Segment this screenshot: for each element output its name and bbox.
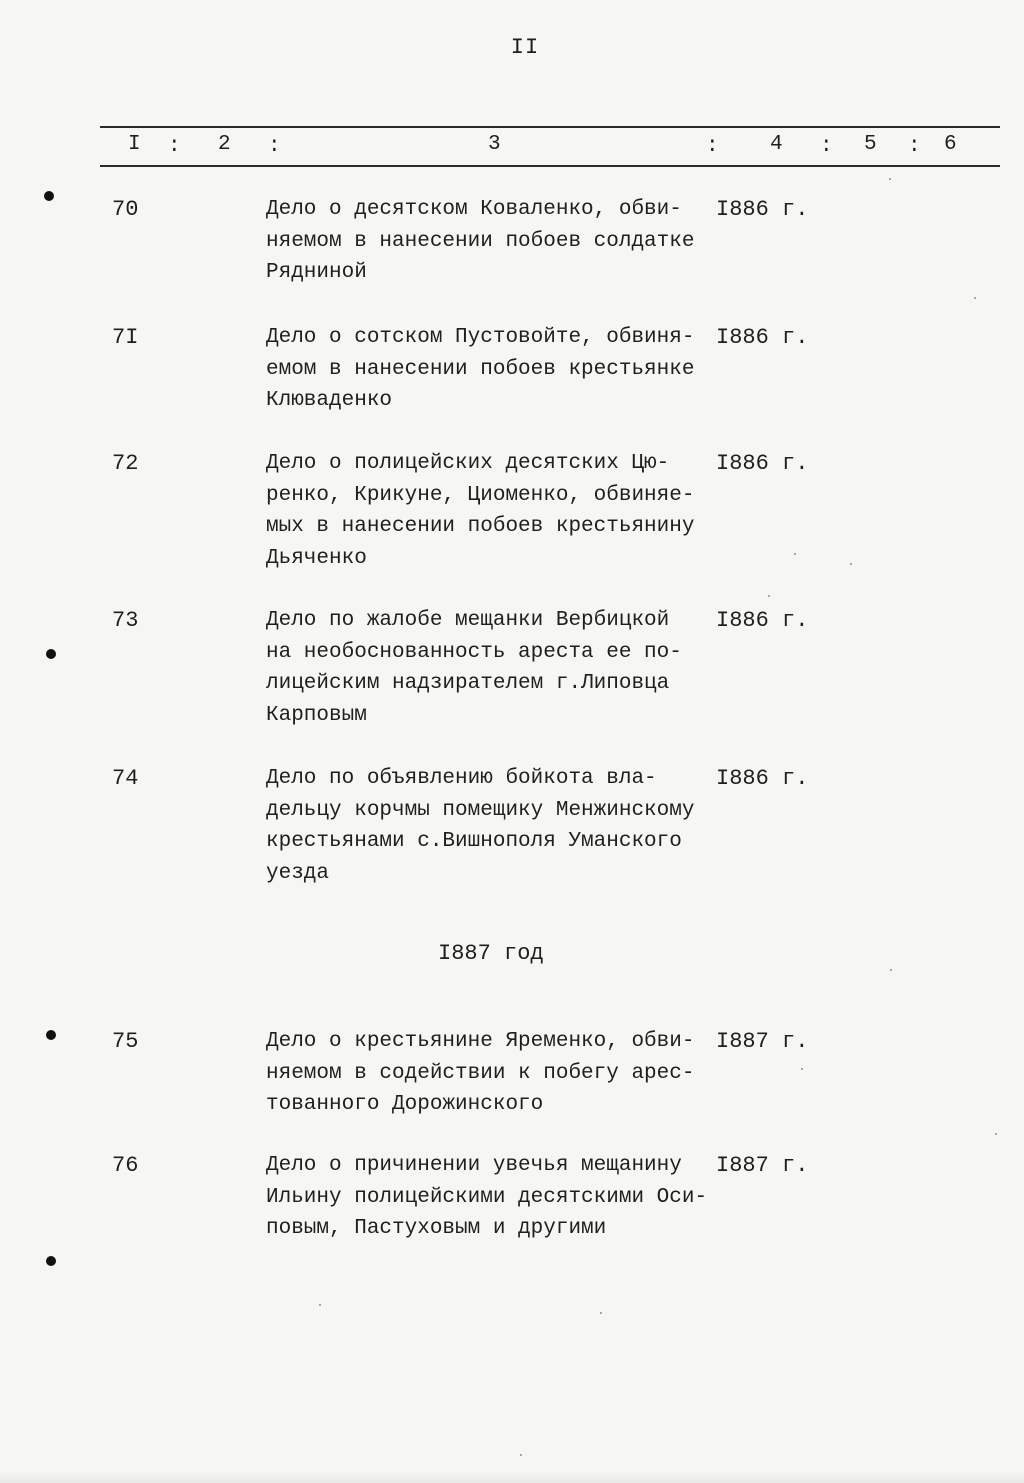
description-line: крестьянами с.Вишнополя Уманского bbox=[266, 830, 682, 853]
description-line: ренко, Крикуне, Циоменко, обвиняе- bbox=[266, 483, 695, 507]
description-line: на необоснованность ареста ее по- bbox=[266, 640, 682, 664]
record-number: 74 bbox=[112, 766, 139, 791]
column-separator-4: : bbox=[820, 135, 833, 158]
record-year: I887 г. bbox=[716, 1029, 809, 1054]
description-line: Дьяченко bbox=[266, 546, 367, 570]
description-line: Дело о сотском Пустовойте, обвиня- bbox=[266, 326, 695, 349]
description-line: уезда bbox=[266, 861, 330, 885]
description-line: Дело о крестьянине Яременко, обви- bbox=[266, 1030, 695, 1053]
description-line: няемом в нанесении побоев солдатке bbox=[266, 229, 695, 253]
paper-speck bbox=[768, 595, 770, 597]
binding-hole-mark bbox=[46, 1256, 56, 1266]
binding-hole-mark bbox=[46, 649, 56, 659]
description-line: Дело по жалобе мещанки Вербицкой bbox=[266, 609, 670, 632]
description-line: Дело по объявлению бойкота вла- bbox=[266, 767, 657, 790]
table-header-bottom-rule bbox=[100, 165, 1000, 167]
record-year: I886 г. bbox=[716, 197, 809, 222]
record-year: I886 г. bbox=[716, 766, 809, 791]
paper-speck bbox=[600, 1312, 602, 1314]
description-line: повым, Пастуховым и другими bbox=[266, 1217, 607, 1240]
record-number: 7I bbox=[112, 325, 139, 350]
record-description bbox=[266, 322, 708, 417]
record-year: I886 г. bbox=[716, 325, 809, 350]
record-description bbox=[266, 1150, 708, 1245]
description-line: Дело о причинении увечья мещанину bbox=[266, 1154, 682, 1177]
record-description bbox=[266, 1026, 708, 1121]
binding-hole-mark bbox=[46, 1030, 56, 1040]
paper-speck bbox=[801, 1068, 803, 1070]
description-line: дельцу корчмы помещику Менжинскому bbox=[266, 798, 695, 822]
paper-speck bbox=[850, 563, 852, 565]
record-year: I887 г. bbox=[716, 1153, 809, 1178]
column-header-3: 3 bbox=[488, 133, 501, 156]
column-separator-5: : bbox=[908, 135, 921, 158]
description-line: Рядниной bbox=[266, 261, 367, 284]
year-section-heading: I887 год bbox=[438, 941, 544, 966]
column-header-2: 2 bbox=[218, 133, 231, 156]
column-header-1: I bbox=[128, 133, 141, 156]
table-top-rule bbox=[100, 126, 1000, 128]
paper-speck bbox=[995, 1133, 997, 1135]
page-bottom-edge bbox=[0, 1471, 1024, 1483]
paper-speck bbox=[974, 297, 976, 299]
record-description bbox=[266, 763, 708, 889]
paper-speck bbox=[890, 969, 892, 971]
description-line: тованного Дорожинского bbox=[266, 1093, 544, 1116]
paper-speck bbox=[794, 553, 796, 555]
description-line: Ильину полицейскими десятскими Оси- bbox=[266, 1185, 708, 1209]
description-line: лицейским надзирателем г.Липовца bbox=[266, 672, 670, 695]
description-line: няемом в содействии к побегу арес- bbox=[266, 1061, 695, 1085]
record-number: 72 bbox=[112, 451, 139, 476]
record-number: 75 bbox=[112, 1029, 139, 1054]
column-header-5: 5 bbox=[864, 133, 877, 156]
column-header-6: 6 bbox=[944, 133, 957, 156]
description-line: Клюваденко bbox=[266, 389, 393, 412]
description-line: Дело о полицейских десятских Цю- bbox=[266, 452, 670, 475]
paper-speck bbox=[520, 1454, 522, 1456]
column-separator-3: : bbox=[706, 135, 719, 158]
record-year: I886 г. bbox=[716, 451, 809, 476]
column-separator-1: : bbox=[168, 135, 181, 158]
record-description bbox=[266, 605, 708, 731]
description-line: Дело о десятском Коваленко, обви- bbox=[266, 198, 682, 221]
paper-speck bbox=[889, 178, 891, 180]
description-line: Карповым bbox=[266, 703, 367, 727]
record-description bbox=[266, 194, 708, 289]
record-description bbox=[266, 448, 708, 574]
record-number: 73 bbox=[112, 608, 139, 633]
record-number: 76 bbox=[112, 1153, 139, 1178]
paper-speck bbox=[319, 1304, 321, 1306]
column-header-4: 4 bbox=[770, 133, 783, 156]
description-line: емом в нанесении побоев крестьянке bbox=[266, 357, 695, 381]
record-year: I886 г. bbox=[716, 608, 809, 633]
column-separator-2: : bbox=[268, 135, 281, 158]
description-line: мых в нанесении побоев крестьянину bbox=[266, 515, 695, 538]
record-number: 70 bbox=[112, 197, 139, 222]
binding-hole-mark bbox=[44, 191, 54, 201]
page-number: II bbox=[510, 35, 540, 60]
